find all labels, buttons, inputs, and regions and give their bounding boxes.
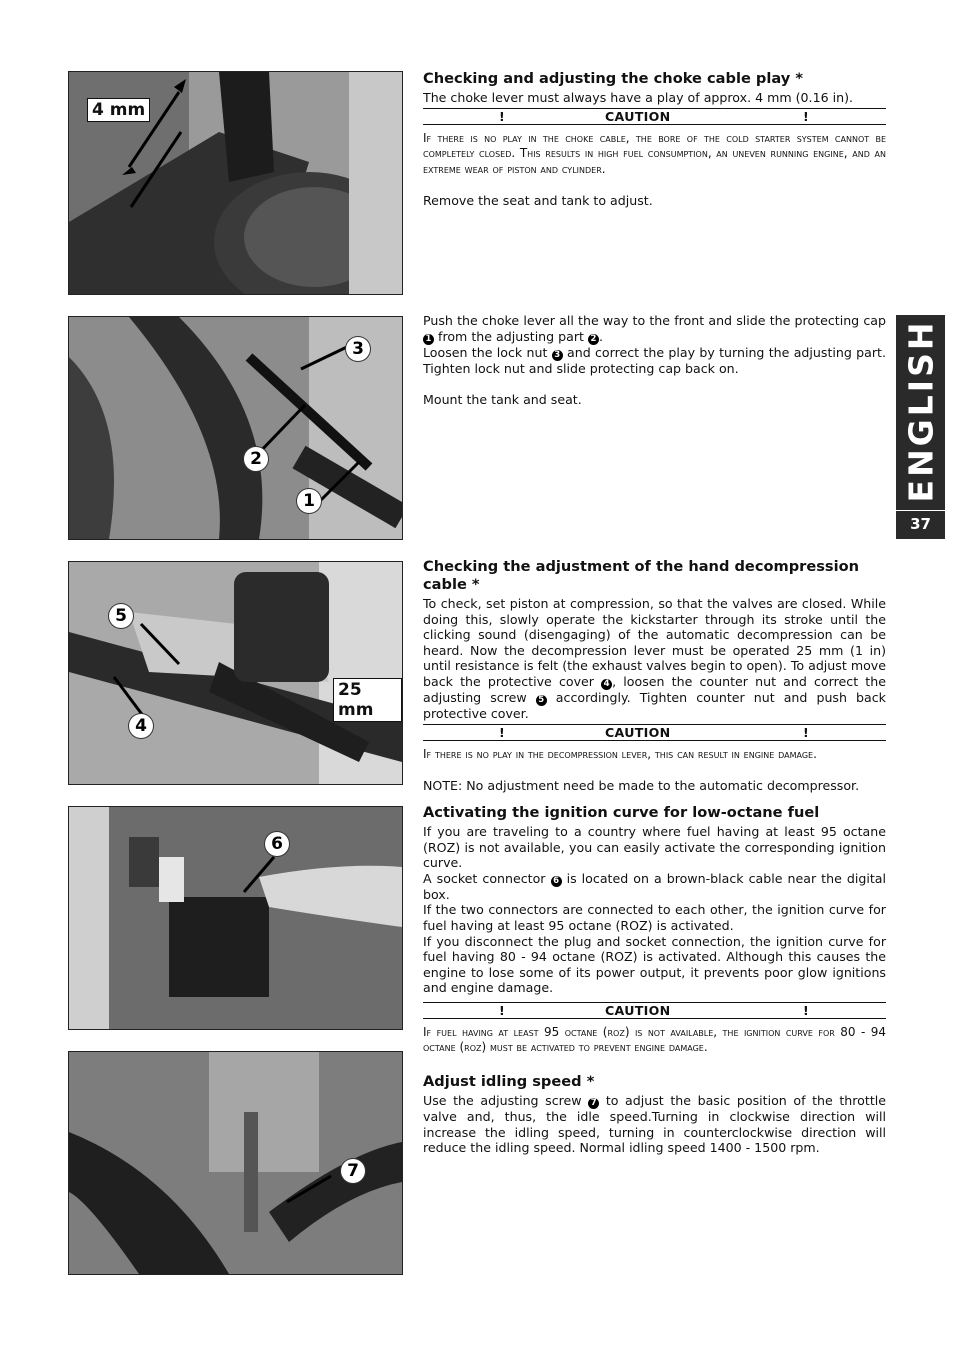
bullet-3: 3 xyxy=(552,350,563,361)
paragraph: A socket connector 6 is located on a brown-black cable near the digital box. xyxy=(423,870,887,902)
paragraph: Push the choke lever all the way to the front and slide the protecting cap 1 from the adjusting part 2 . xyxy=(423,313,886,344)
caution-text: If fuel having at least 95 octane (roz) is not available, the ignition curve for 80 - 94 octane (roz) must be activated to prevent engine damage. xyxy=(423,1024,886,1055)
caution-mark: ! xyxy=(499,108,505,124)
paragraph: Mount the tank and seat. xyxy=(423,392,582,408)
paragraph: Remove the seat and tank to adjust. xyxy=(423,193,653,209)
caution-mark: ! xyxy=(803,724,809,740)
language-tab xyxy=(896,315,945,539)
fig1-dimension-label: 4 mm xyxy=(87,98,150,122)
section-choke-adjust-steps xyxy=(423,313,886,408)
caution-text: If there is no play in the decompression lever, this can result in engine damage. xyxy=(423,746,817,761)
photo-choke-lever xyxy=(68,71,403,295)
language-tab-label: ENGLISH xyxy=(901,319,940,503)
caution-mark: ! xyxy=(499,724,505,740)
caution-mark: ! xyxy=(499,1002,505,1018)
caution-banner xyxy=(423,724,886,741)
section-heading: Checking the adjustment of the hand decompression cable * xyxy=(423,558,860,593)
paragraph: If the two connectors are connected to each other, the ignition curve for fuel having at least 95 octane (ROZ) is activated. xyxy=(423,902,886,933)
bullet-2: 2 xyxy=(588,334,599,345)
photo-decompression-lever xyxy=(68,561,403,785)
callout-2: 2 xyxy=(244,447,268,471)
page-number: 37 xyxy=(896,510,945,533)
caution-mark: ! xyxy=(803,108,809,124)
note: NOTE: No adjustment need be made to the automatic decompressor. xyxy=(423,778,860,794)
paragraph: If you disconnect the plug and socket connection, the ignition curve for fuel having 80 - 94 octane (ROZ) is activated. Although this causes the engine to lose some of its power output, it prevents poor glow ignitions and engine damage. xyxy=(423,933,886,996)
caution-banner xyxy=(423,108,886,125)
caution-text: If there is no play in the choke cable, the bore of the cold starter system cannot be completely closed. This results in high fuel consumption, an uneven running engine, and an extreme wear of piston and cylinder. xyxy=(423,130,886,176)
callout-4: 4 xyxy=(129,714,153,738)
caution-mark: ! xyxy=(803,1002,809,1018)
section-heading: Checking and adjusting the choke cable play * xyxy=(423,70,804,87)
callout-5: 5 xyxy=(109,604,133,628)
photo-choke-adjuster xyxy=(68,316,403,540)
caution-label: CAUTION xyxy=(605,108,671,124)
section-heading: Activating the ignition curve for low-octane fuel xyxy=(423,804,820,821)
caution-label: CAUTION xyxy=(605,1002,671,1018)
fig3-dimension-label: 25 mm xyxy=(333,678,402,722)
callout-6: 6 xyxy=(265,832,289,856)
bullet-5: 5 xyxy=(536,695,547,706)
callout-7: 7 xyxy=(341,1159,365,1183)
paragraph: To check, set piston at compression, so that the valves are closed. While doing this, slowly operate the kickstarter through its stroke until the clicking sound (disengaging) of the automatic decompression can be heard. Now the decompression lever must be operated 25 mm (1 in) until resistance is felt (the exhaust valves begin to open). To adjust move back the protective cover 4 , loosen the counter nut and correct the adjusting screw 5 accordingly. Tighten counter nut and push back protective cover. xyxy=(423,596,886,721)
section-idling-speed xyxy=(423,1073,886,1156)
bullet-1: 1 xyxy=(423,334,434,345)
paragraph: Loosen the lock nut 3 and correct the play by turning the adjusting part. Tighten lock nut and slide protecting cap back on. xyxy=(423,344,886,376)
paragraph: Use the adjusting screw 7 to adjust the basic position of the throttle valve and, thus, the idle speed.Turning in clockwise direction will increase the idling speed, turning in counterclockwise direction will reduce the idling speed. Normal idling speed 1400 - 1500 rpm. xyxy=(423,1093,887,1156)
section-choke-cable xyxy=(423,70,886,209)
section-heading: Adjust idling speed * xyxy=(423,1073,595,1090)
callout-3: 3 xyxy=(346,337,370,361)
section-decompression-cable xyxy=(423,558,886,794)
section-ignition-curve xyxy=(423,804,886,1056)
caution-banner xyxy=(423,1002,886,1019)
paragraph: If you are traveling to a country where fuel having at least 95 octane (ROZ) is not available, you can easily activate the corresponding ignition curve. xyxy=(423,824,886,871)
bullet-4: 4 xyxy=(601,679,612,690)
photo-idle-screw xyxy=(68,1051,403,1275)
caution-label: CAUTION xyxy=(605,724,671,740)
bullet-7: 7 xyxy=(588,1098,599,1109)
paragraph: The choke lever must always have a play of approx. 4 mm (0.16 in). xyxy=(423,90,853,105)
bullet-6: 6 xyxy=(551,876,562,887)
photo-ignition-connector xyxy=(68,806,403,1030)
callout-1: 1 xyxy=(297,489,321,513)
